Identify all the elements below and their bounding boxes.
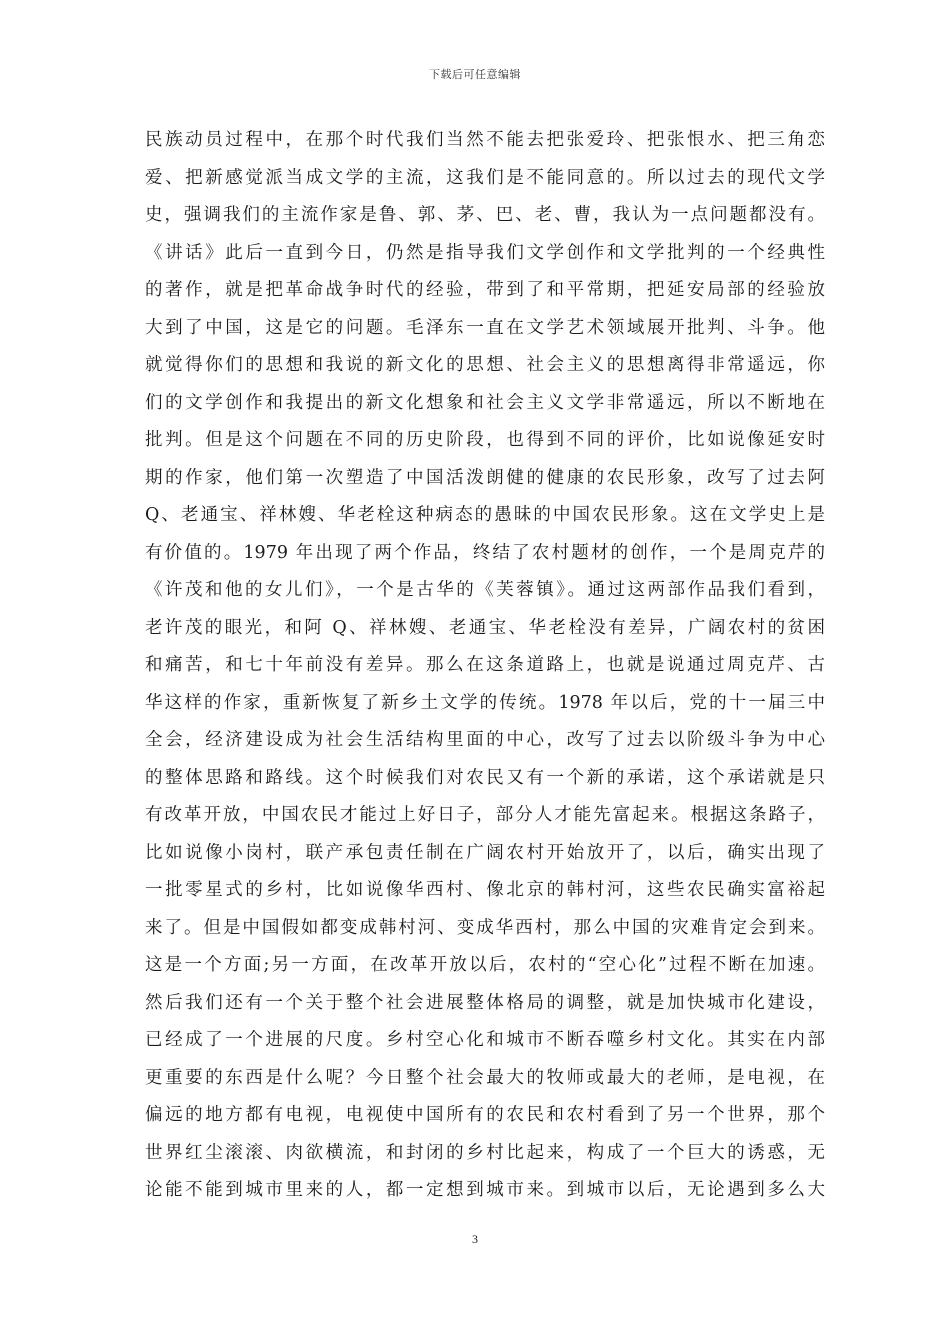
text-line: 已经成了一个进展的尺度。乡村空心化和城市不断吞噬乡村文化。其实在内部 (145, 1030, 825, 1050)
text-line: 的整体思路和路线。这个时候我们对农民又有一个新的承诺，这个承诺就是只 (145, 767, 825, 788)
text-line: 有价值的。1979 年出现了两个作品，终结了农村题材的创作，一个是周克芹的 (145, 542, 825, 563)
text-line: 比如说像小岗村，联产承包责任制在广阔农村开始放开了，以后，确实出现了 (145, 842, 825, 863)
text-line: 爱、把新感觉派当成文学的主流，这我们是不能同意的。所以过去的现代文学 (145, 167, 825, 188)
text-line: 史，强调我们的主流作家是鲁、郭、茅、巴、老、曹，我认为一点问题都没有。 (145, 205, 825, 225)
text-line: 世界红尘滚滚、肉欲横流，和封闭的乡村比起来，构成了一个巨大的诱惑，无 (145, 1142, 825, 1163)
text-line: 《讲话》此后一直到今日，仍然是指导我们文学创作和文学批判的一个经典性 (145, 242, 825, 263)
text-line: 华这样的作家，重新恢复了新乡土文学的传统。1978 年以后，党的十一届三中 (145, 692, 825, 713)
text-line: 就觉得你们的思想和我说的新文化的思想、社会主义的思想离得非常遥远，你 (145, 355, 825, 375)
text-line: 论能不能到城市里来的人，都一定想到城市来。到城市以后，无论遇到多么大 (145, 1180, 825, 1200)
text-line: 期的作家，他们第一次塑造了中国活泼朗健的健康的农民形象，改写了过去阿 (145, 467, 825, 488)
text-line: 《许茂和他的女儿们》，一个是古华的《芙蓉镇》。通过这两部作品我们看到， (145, 580, 825, 600)
text-line: 然后我们还有一个关于整个社会进展整体格局的调整，就是加快城市化建设， (145, 992, 825, 1013)
text-line: 和痛苦，和七十年前没有差异。那么在这条道路上，也就是说通过周克芹、古 (145, 655, 825, 675)
body-text (145, 122, 825, 1210)
text-line: 们的文学创作和我提出的新文化想象和社会主义文学非常遥远，所以不断地在 (145, 392, 825, 413)
text-line: 一批零星式的乡村，比如说像华西村、像北京的韩村河，这些农民确实富裕起 (145, 880, 825, 900)
text-line: 老许茂的眼光，和阿 Q、祥林嫂、老通宝、华老栓没有差异，广阔农村的贫困 (145, 617, 825, 638)
text-line: 有改革开放，中国农民才能过上好日子，部分人才能先富起来。根据这条路子， (145, 805, 825, 825)
text-line: 民族动员过程中，在那个时代我们当然不能去把张爱玲、把张恨水、把三角恋 (145, 130, 825, 150)
text-line: 大到了中国，这是它的问题。毛泽东一直在文学艺术领域展开批判、斗争。他 (145, 317, 825, 338)
text-line: 来了。但是中国假如都变成韩村河、变成华西村，那么中国的灾难肯定会到来。 (145, 917, 825, 938)
text-line: 全会，经济建设成为社会生活结构里面的中心，改写了过去以阶级斗争为中心 (145, 730, 825, 750)
text-line: 批判。但是这个问题在不同的历史阶段，也得到不同的评价，比如说像延安时 (145, 430, 825, 450)
text-line: 更重要的东西是什么呢？今日整个社会最大的牧师或最大的老师，是电视，在 (145, 1067, 825, 1088)
text-line: 这是一个方面;另一方面，在改革开放以后，农村的“空心化”过程不断在加速。 (145, 955, 825, 975)
page-number: 3 (472, 1232, 478, 1246)
text-line: Q、老通宝、祥林嫂、华老栓这种病态的愚昧的中国农民形象。这在文学史上是 (145, 505, 825, 525)
text-line: 偏远的地方都有电视，电视使中国所有的农民和农村看到了另一个世界，那个 (145, 1105, 825, 1125)
text-line: 的著作，就是把革命战争时代的经验，带到了和平常期，把延安局部的经验放 (145, 280, 825, 300)
page-header: 下载后可任意编辑 (429, 68, 521, 81)
